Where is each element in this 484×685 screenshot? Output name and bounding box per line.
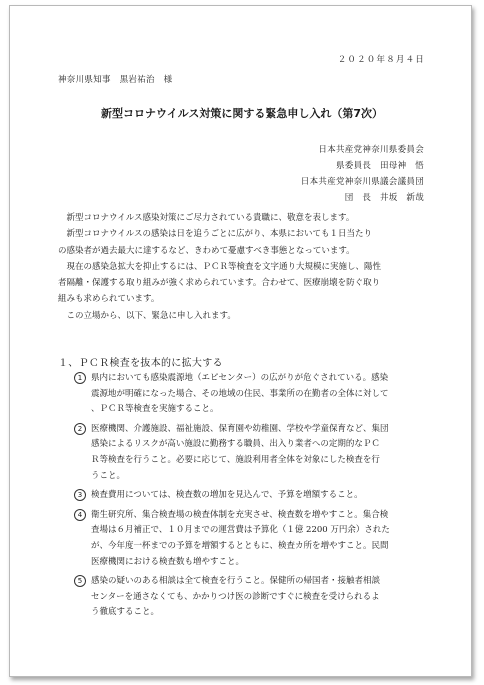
item-line: 感染によるリスクが高い施設に勤務する職員、出入り業者への定期的なＰＣ bbox=[91, 439, 380, 450]
sender-group: 日本共産党神奈川県議会議員団 bbox=[300, 177, 424, 187]
sender-org: 日本共産党神奈川県委員会 bbox=[318, 145, 424, 155]
document-title: 新型コロナウイルス対策に関する緊急申し入れ（第7次） bbox=[101, 107, 383, 120]
item-line: Ｒ等検査を行うこと。必要に応じて、施設利用者全体を対象にした検査を行 bbox=[91, 454, 380, 465]
list-item bbox=[74, 508, 434, 570]
item-line: 医療機関、介護施設、福祉施設、保育園や幼稚園、学校や学童保育など、集団 bbox=[91, 423, 389, 434]
list-item bbox=[74, 422, 434, 484]
intro-line: この立場から、以下、緊急に申し入れます。 bbox=[58, 310, 236, 321]
list-item bbox=[74, 488, 434, 504]
intro-line: 者隔離・保護する取り組みが強く求められています。合わせて、医療崩壊を防ぐ取り bbox=[58, 278, 381, 289]
intro-line: 組みも求められています。 bbox=[58, 294, 160, 305]
sender-chair: 県委員長 田母神 悟 bbox=[335, 161, 424, 171]
section-title: １、ＰＣＲ検査を抜本的に拡大する bbox=[58, 358, 223, 369]
intro-line: 新型コロナウイルス感染対策にご尽力されている貴職に、敬意を表します。 bbox=[58, 213, 355, 223]
addressee: 神奈川県知事 黒岩祐治 様 bbox=[58, 75, 173, 85]
intro-paragraphs bbox=[58, 210, 428, 324]
intro-line: の感染者が過去最大に達するなど、きわめて憂慮すべき事態となっています。 bbox=[58, 245, 355, 256]
item-line: 震源地が明確になった場合、その地域の住民、事業所の在勤者の全体に対して bbox=[91, 388, 389, 399]
item-line: 検査費用については、検査数の増加を見込んで、予算を増額すること。 bbox=[91, 490, 363, 501]
item-number: 4 bbox=[74, 509, 86, 521]
item-number: 3 bbox=[74, 489, 86, 501]
item-line: 感染の疑いのある相談は全て検査を行うこと。保健所の帰国者・接触者相談 bbox=[91, 576, 381, 587]
item-line: う徹底すること。 bbox=[91, 607, 160, 618]
item-number: 5 bbox=[74, 575, 86, 587]
item-number: 1 bbox=[74, 372, 86, 384]
item-line: うこと。 bbox=[91, 470, 126, 481]
list-item bbox=[74, 371, 434, 418]
sender-leader: 団 長 井坂 新哉 bbox=[344, 193, 424, 203]
item-line: 、ＰＣＲ等検査を実施すること。 bbox=[91, 404, 219, 415]
item-line: 衛生研究所、集合検査場の検査体制を充実させ、検査数を増やすこと。集合検 bbox=[91, 509, 389, 520]
item-number: 2 bbox=[74, 423, 86, 435]
list-item bbox=[74, 574, 434, 621]
item-line: 医療機関における検査数も増やすこと。 bbox=[91, 556, 245, 567]
item-line: 査場は６月補正で、１０月までの運営費は予算化（１億 2200 万円余）された bbox=[91, 525, 390, 536]
request-items bbox=[74, 371, 434, 625]
document-date: ２０２０年８月４日 bbox=[337, 55, 425, 65]
item-line: が、今年度一杯までの予算を増額するとともに、検査カ所を増やすこと。民間 bbox=[91, 540, 389, 551]
intro-line: 新型コロナウイルスの感染は日を追うごとに広がり、本県においても１日当たり bbox=[58, 229, 372, 240]
item-line: センターを通さなくても、かかりつけ医の診断ですぐに検査を受けられるよ bbox=[91, 591, 380, 602]
item-line: 県内においても感染震源地（エピセンター）の広がりが危ぐされている。感染 bbox=[91, 373, 389, 383]
intro-line: 現在の感染急拡大を抑止するには、ＰＣＲ等検査を文字通り大規模に実施し、陽性 bbox=[58, 261, 382, 272]
